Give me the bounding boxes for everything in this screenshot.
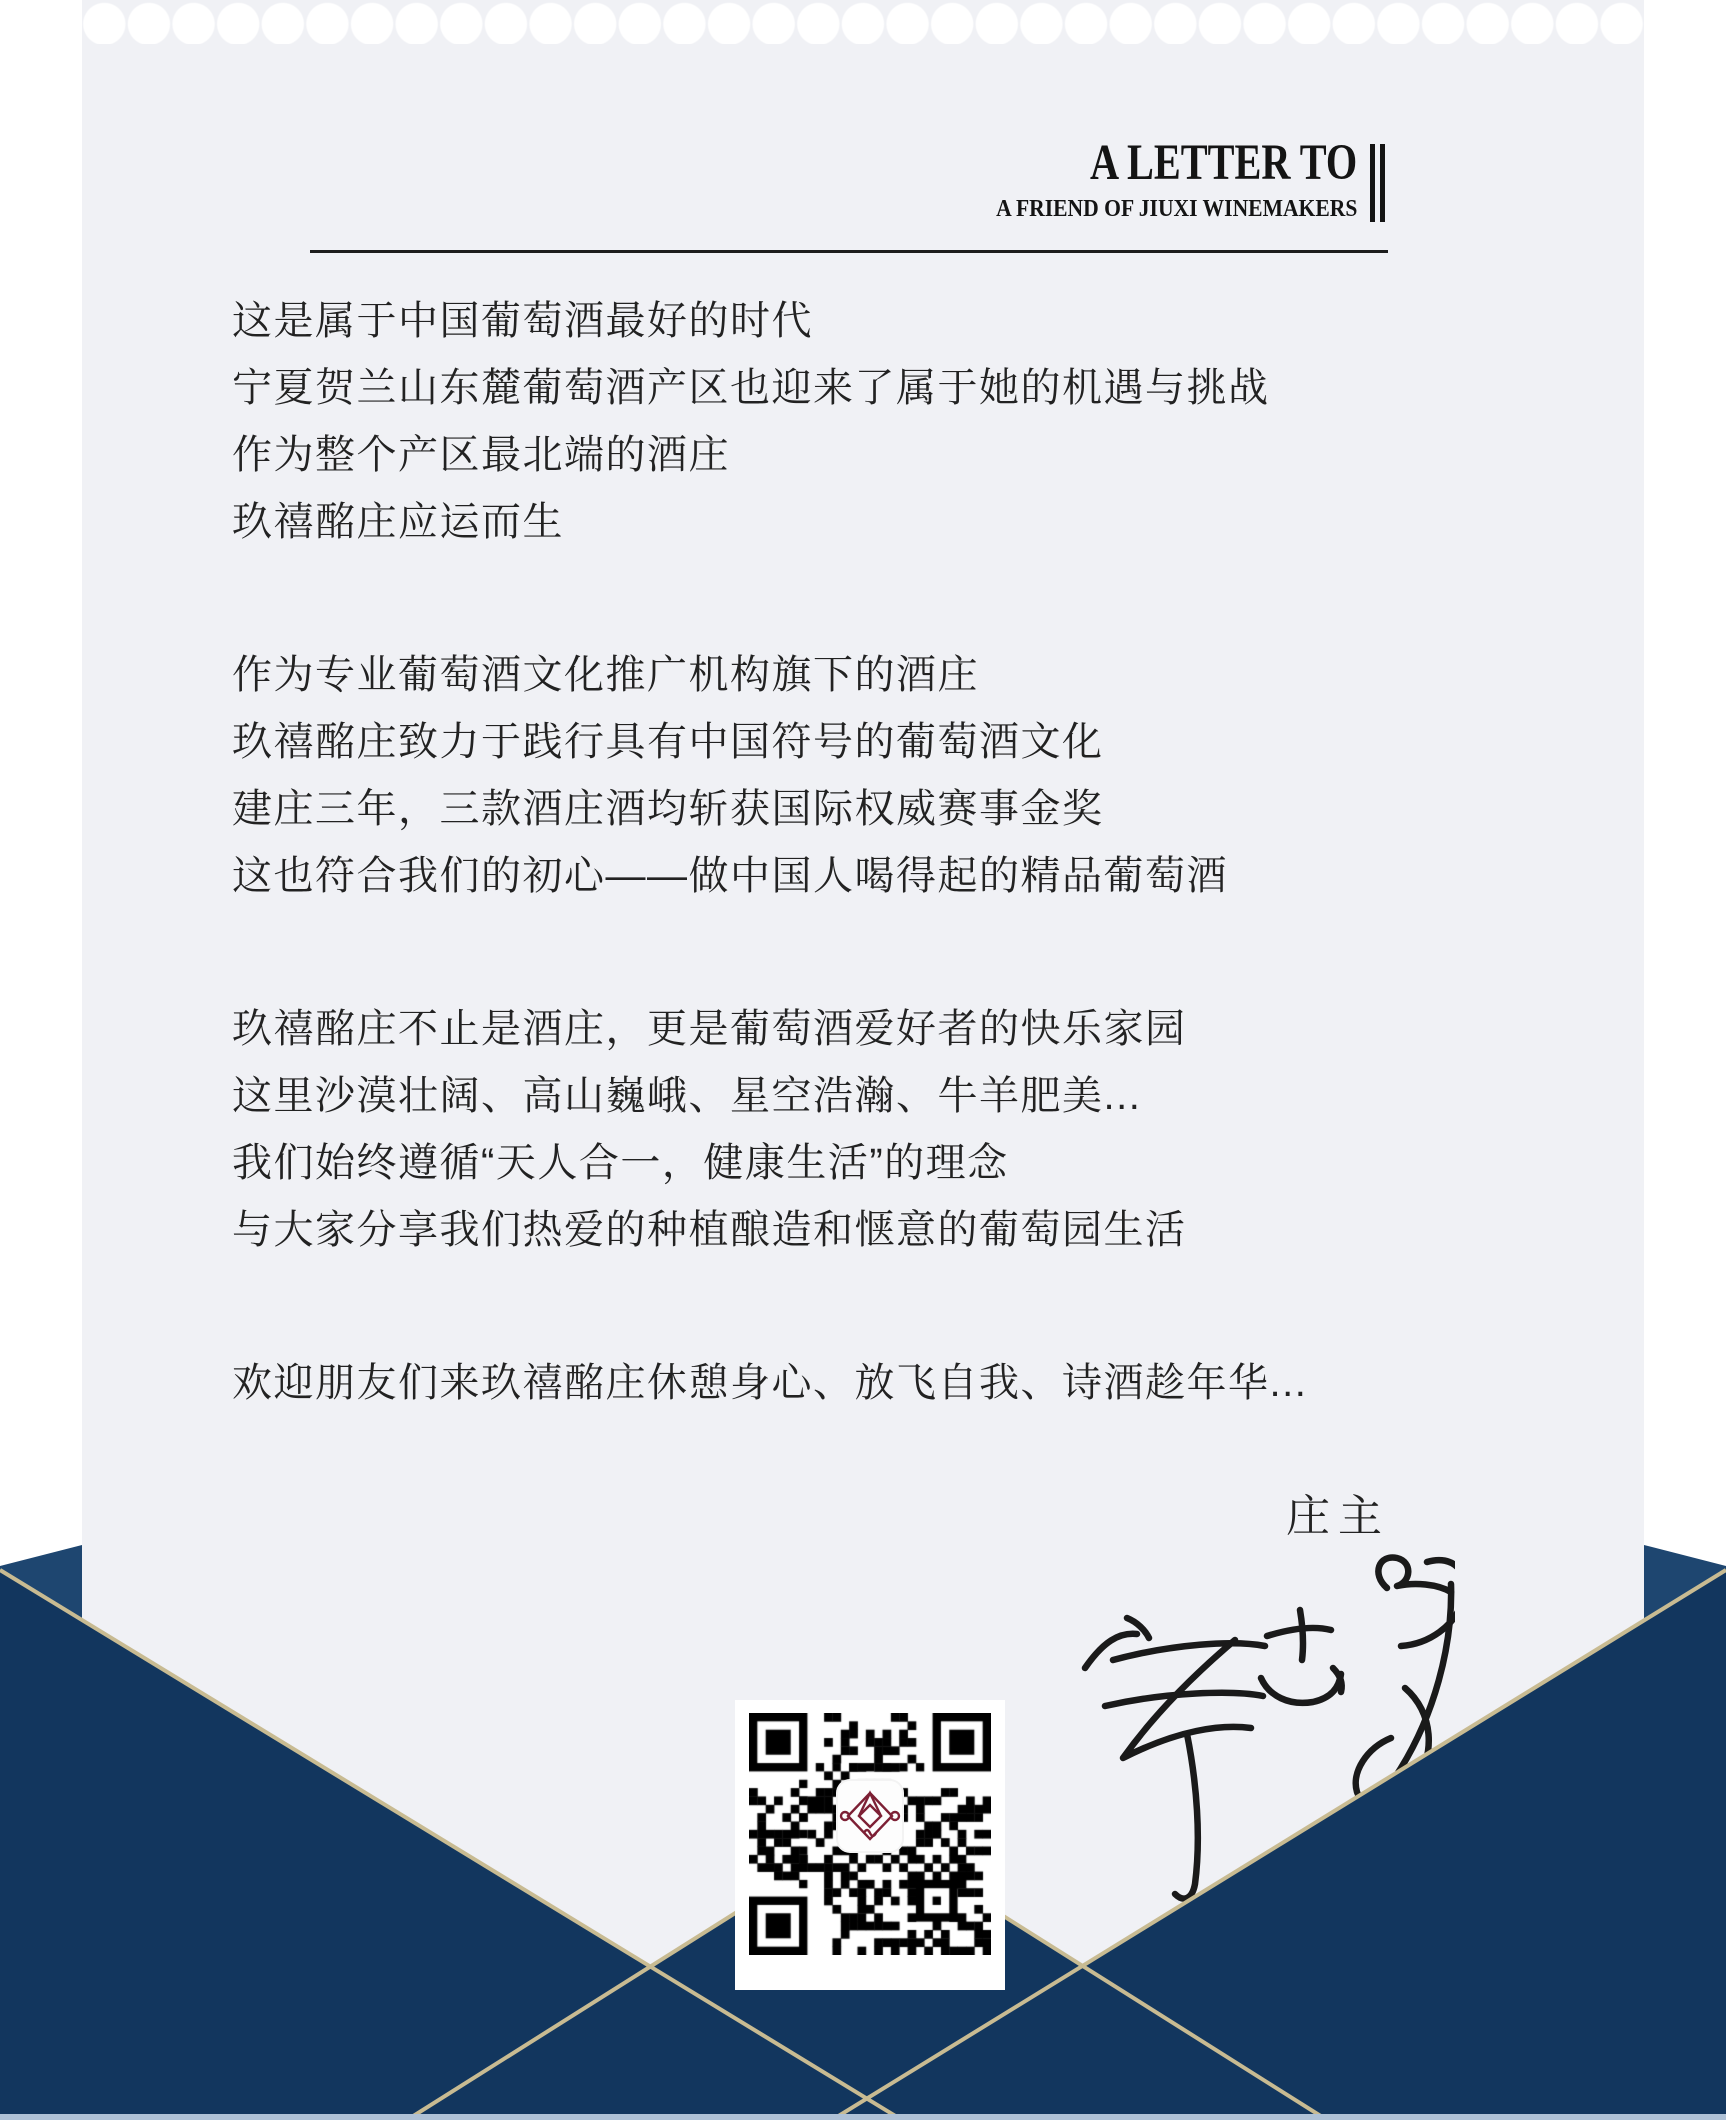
qr-panel bbox=[735, 1700, 1005, 1990]
header-text bbox=[956, 136, 1357, 225]
letter-line: 这也符合我们的初心——做中国人喝得起的精品葡萄酒 bbox=[232, 854, 1228, 898]
header-divider bbox=[310, 250, 1388, 253]
envelope-bottom-edge bbox=[0, 2114, 1726, 2120]
letter-line: 宁夏贺兰山东麓葡萄酒产区也迎来了属于她的机遇与挑战 bbox=[232, 366, 1270, 410]
letter-line: 玖禧酩庄不止是酒庄，更是葡萄酒爱好者的快乐家园 bbox=[232, 1007, 1187, 1051]
letter-line: 与大家分享我们热爱的种植酿造和惬意的葡萄园生活 bbox=[232, 1208, 1187, 1252]
header-subtitle: A FRIEND OF JIUXI WINEMAKERS bbox=[995, 196, 1357, 222]
letter-line: 这里沙漠壮阔、高山巍峨、星空浩瀚、牛羊肥美... bbox=[232, 1074, 1142, 1118]
letter-line: 欢迎朋友们来玖禧酩庄休憩身心、放飞自我、诗酒趁年华... bbox=[232, 1361, 1308, 1405]
letter-line: 作为整个产区最北端的酒庄 bbox=[232, 433, 730, 477]
letter-line: 玖禧酩庄应运而生 bbox=[232, 500, 564, 544]
sign-off: 庄主 bbox=[1286, 1492, 1390, 1541]
letter-line: 作为专业葡萄酒文化推广机构旗下的酒庄 bbox=[232, 653, 979, 697]
paper-scalloped-edge bbox=[82, 0, 1644, 44]
letter-header bbox=[956, 136, 1385, 225]
header-title: A LETTER TO bbox=[1089, 135, 1357, 191]
double-bar-icon bbox=[1370, 136, 1385, 225]
letter-body bbox=[232, 288, 1307, 1503]
qr-center-logo bbox=[838, 1781, 902, 1851]
letter-paragraph bbox=[232, 996, 1307, 1264]
letter-paragraph bbox=[232, 642, 1307, 910]
letter-line: 玖禧酩庄致力于践行具有中国符号的葡萄酒文化 bbox=[232, 720, 1104, 764]
letter-line: 建庄三年，三款酒庄酒均斩获国际权威赛事金奖 bbox=[232, 787, 1104, 831]
letter-line: 我们始终遵循“天人合一，健康生活”的理念 bbox=[232, 1141, 1009, 1185]
letter-paragraph bbox=[232, 288, 1307, 556]
winery-emblem-icon bbox=[841, 1793, 899, 1839]
letter-paragraph bbox=[232, 1350, 1307, 1417]
letter-line: 这是属于中国葡萄酒最好的时代 bbox=[232, 299, 813, 343]
